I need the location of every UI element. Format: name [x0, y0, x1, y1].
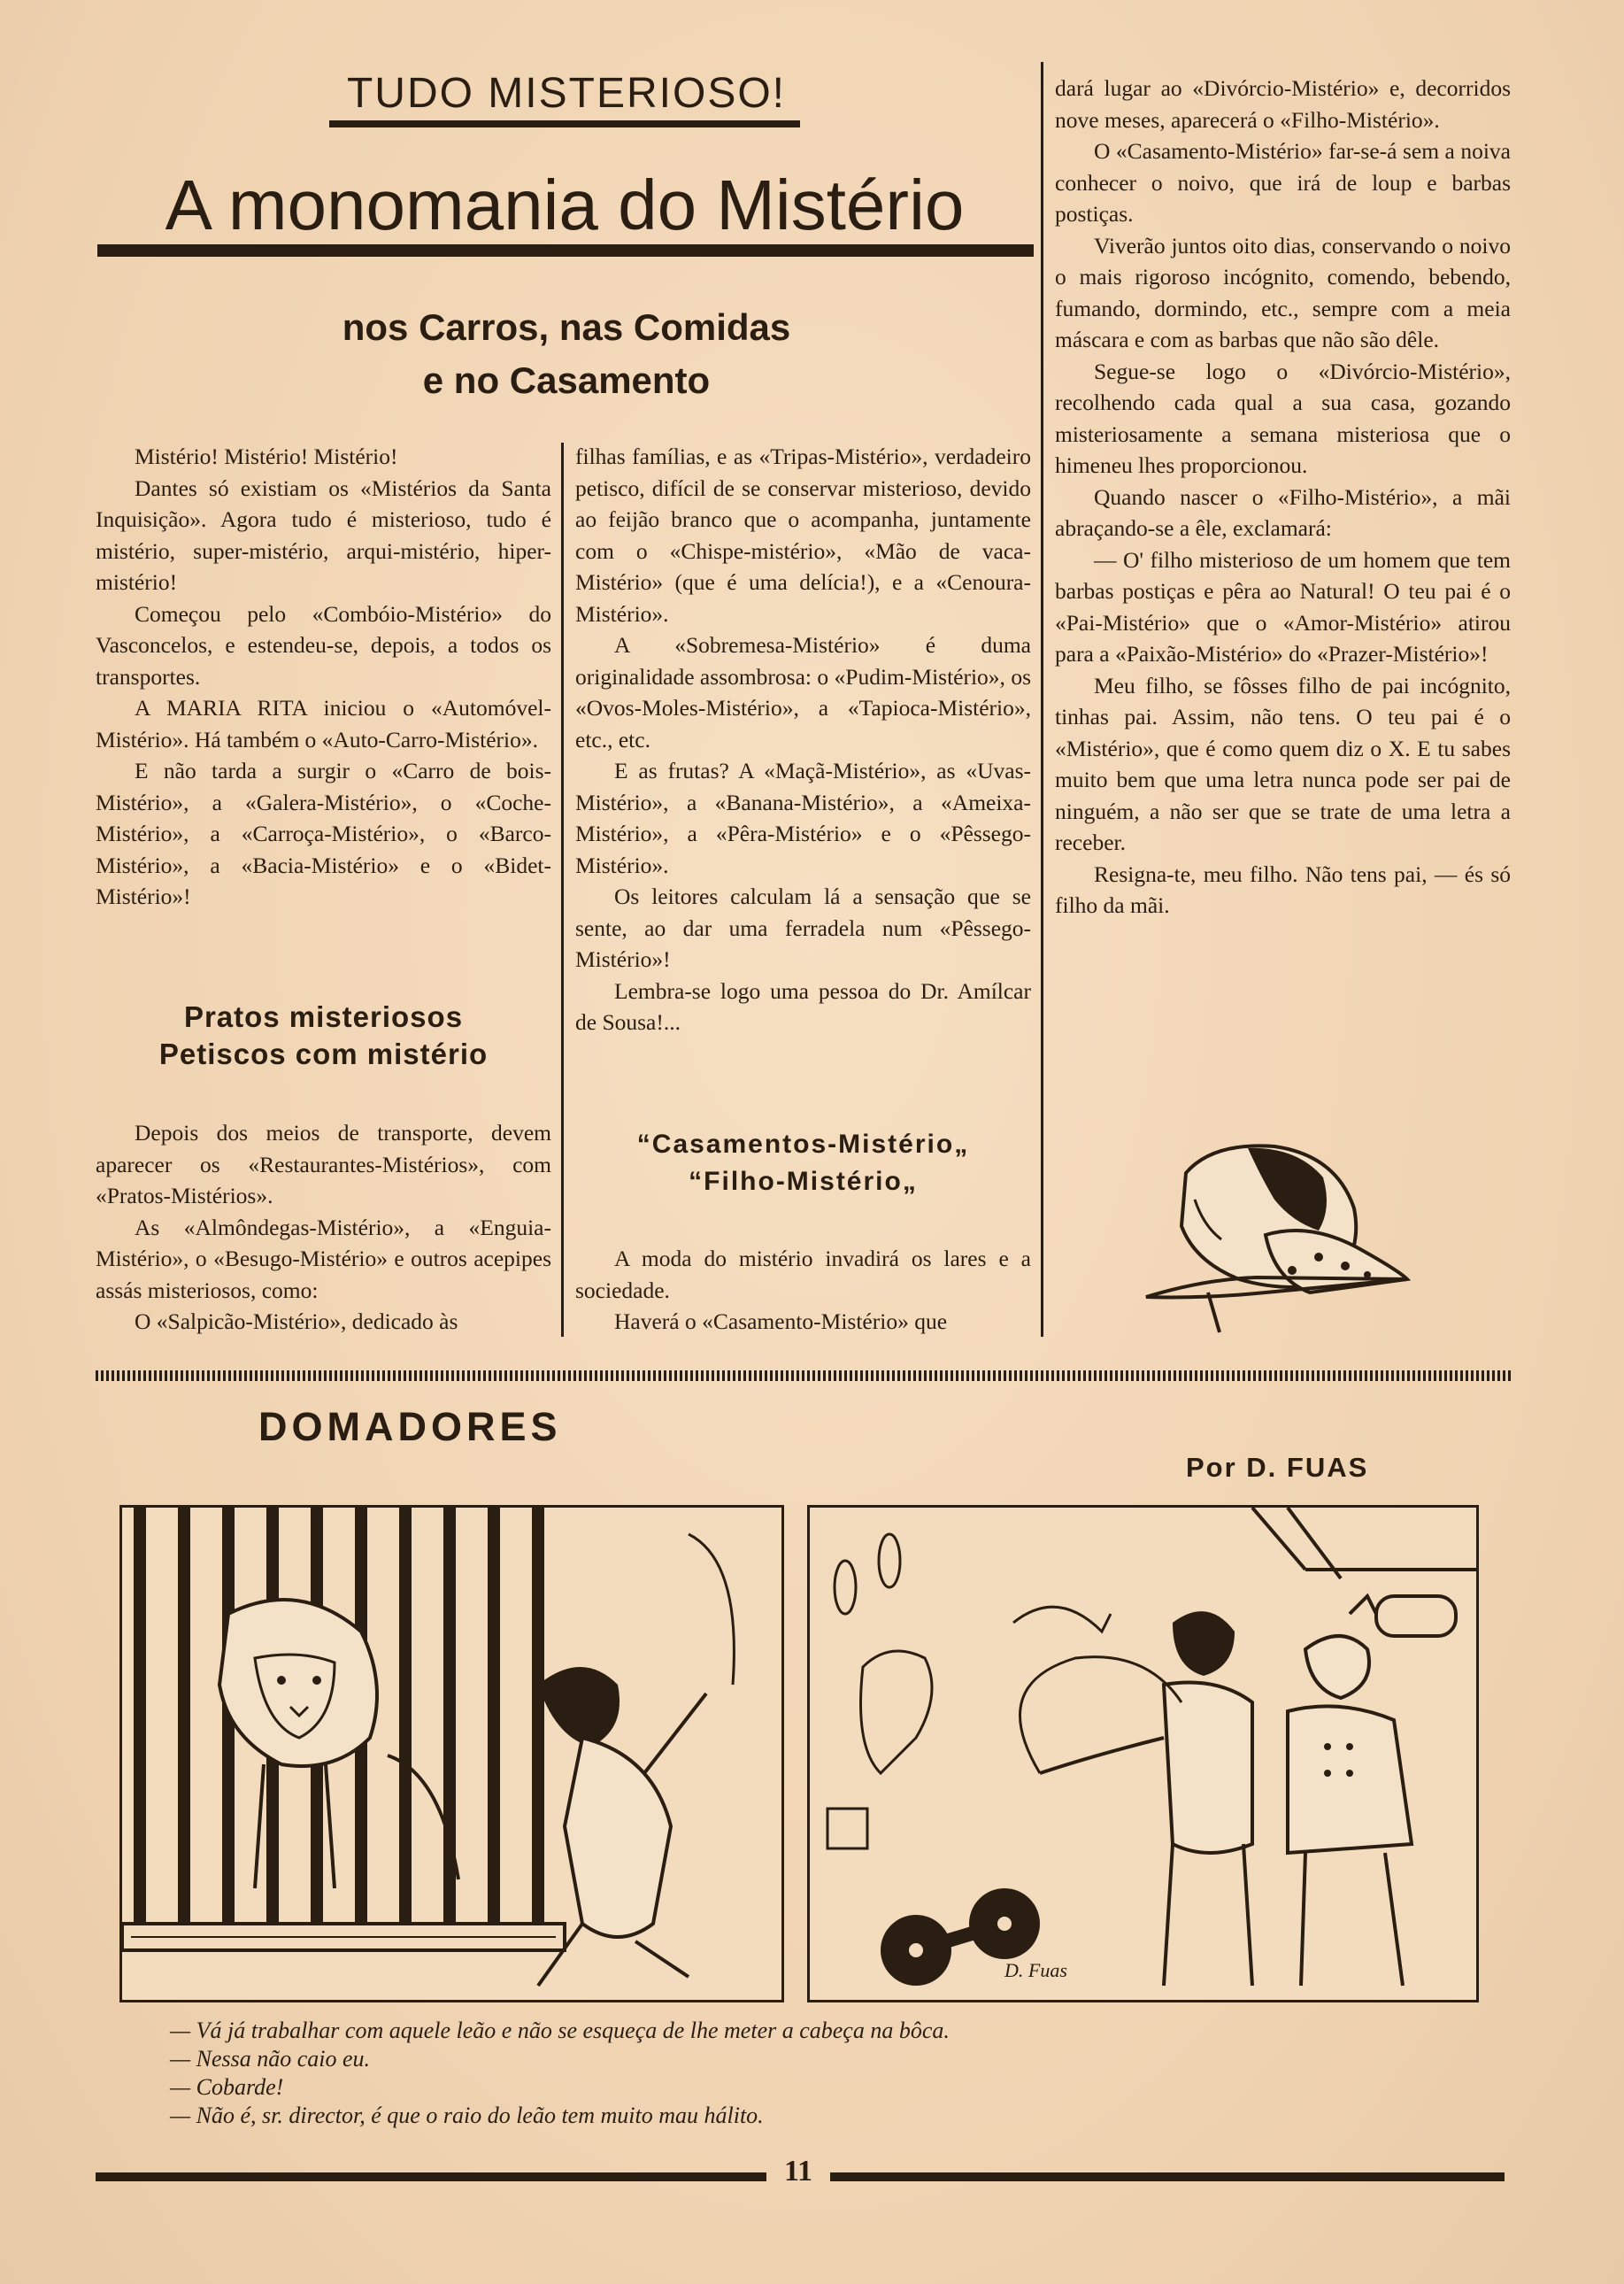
paragraph: Quando nascer o «Filho-Mistério», a mãi abraçando-se a êle, exclamará:: [1055, 483, 1511, 541]
section-heading-line: “Filho-Mistério„: [689, 1167, 918, 1196]
paragraph: O «Salpicão-Mistério», dedicado às: [135, 1308, 458, 1334]
paragraph: Depois dos meios de transporte, devem aparecer os «Restaurantes-Mistérios», com «Pratos-Mistérios».: [96, 1120, 551, 1208]
artist-signature: D. Fuas: [1004, 1959, 1067, 1981]
footer-rule-left: [96, 2172, 766, 2181]
lion-cage-drawing: [122, 1508, 781, 2000]
paragraph: Os leitores calculam lá a sensação que se sente, ao dar uma ferradela num «Pêssego-Mistério»!: [575, 884, 1031, 972]
paragraph: — O' filho misterioso de um homem que tem barbas postiças e pêra ao Natural! O teu pai é o «Pai-Mistério» que o «Amor-Mistério» atirou para a «Paixão-Mistério» do «Prazer-Mistério»!: [1055, 546, 1511, 667]
headline-underline: [97, 244, 1034, 257]
paragraph: A moda do mistério invadirá os lares e a sociedade.: [575, 1246, 1031, 1303]
paragraph: filhas famílias, e as «Tripas-Mistério», verdadeiro petisco, difícil de se conservar misterioso, devido ao feijão branco que o acompanha, juntamente com o «Chispe-mistério», «Mão de vaca-Mistério» (que é uma delícia!), e a «Cenoura-Mistério».: [575, 444, 1031, 627]
article-column-2-continued: [575, 1243, 1031, 1338]
circus-scene-drawing: [810, 1508, 1476, 2000]
section-heading-pratos: [96, 999, 551, 1073]
paragraph: O «Casamento-Mistério» far-se-á sem a noiva conhecer o noivo, que irá de loup e barbas postiças.: [1055, 138, 1511, 227]
paragraph: Começou pelo «Combóio-Mistério» do Vasconcelos, e estendeu-se, depois, a todos os transportes.: [96, 600, 551, 690]
paragraph: E as frutas? A «Maçã-Mistério», as «Uvas-Mistério», a «Banana-Mistério», a «Ameixa-Mistério», a «Pêra-Mistério» e o «Pêssego-Mistério».: [575, 758, 1031, 878]
footer-rule-right: [830, 2172, 1505, 2181]
section-separator: [96, 1370, 1512, 1381]
paragraph: Resigna-te, meu filho. Não tens pai, — és só filho da mãi.: [1055, 860, 1511, 918]
article-column-2: [575, 441, 1031, 1038]
cartoon-credit: Por D. FUAS: [1186, 1452, 1369, 1483]
cartoon-panel-1: [119, 1505, 784, 2002]
section-heading-casamentos: [575, 1126, 1031, 1200]
article-kicker: TUDO MISTERIOSO!: [346, 70, 786, 117]
paragraph: Segue-se logo o «Divórcio-Mistério», recolhendo cada qual a sua casa, gozando misteriosamente a semana misteriosa que o himeneu lhes proporcionou.: [1055, 358, 1511, 478]
paragraph: Viverão juntos oito dias, conservando o noivo o mais rigoroso incógnito, comendo, bebendo, fumando, dormindo, etc., sempre com a meia máscara e com as barbas que não são dêle.: [1055, 232, 1511, 352]
page-number: 11: [783, 2155, 813, 2188]
article-column-3: [1055, 73, 1511, 922]
article-column-1-continued: [96, 1117, 551, 1338]
paragraph: As «Almôndegas-Mistério», a «Enguia-Mistério», o «Besugo-Mistério» e outros acepipes assás misteriosos, como:: [96, 1214, 551, 1303]
paragraph: Meu filho, se fôsses filho de pai incógnito, tinhas pai. Assim, não tens. O teu pai é o «Mistério», que é como quem diz o X. E tu sabes muito bem que uma letra nunca pode ser pai de ninguém, a não ser que se trate de uma letra a receber.: [1055, 672, 1511, 855]
subhead-line-1: nos Carros, nas Comidas: [342, 306, 791, 348]
cartoon-panel-2: [807, 1505, 1479, 2002]
article-subhead: [239, 301, 894, 407]
subhead-line-2: e no Casamento: [422, 359, 711, 401]
paragraph: E não tarda a surgir o «Carro de bois-Mistério», a «Galera-Mistério», o «Coche-Mistério», a «Carroça-Mistério», o «Barco-Mistério», a «Bacia-Mistério» e o «Bidet-Mistério»!: [96, 758, 551, 909]
column-divider-2: [1041, 62, 1043, 1337]
article-headline: A monomania do Mistério: [165, 166, 965, 244]
paragraph: Haverá o «Casamento-Mistério» que: [614, 1308, 948, 1334]
column-divider-1: [561, 443, 564, 1337]
kicker-underline: [329, 120, 800, 127]
cartoon-captions: [170, 2017, 1409, 2130]
section-heading-line: Petiscos com mistério: [158, 1038, 489, 1070]
article-column-1: [96, 441, 551, 913]
paragraph: A «Sobremesa-Mistério» é duma originalidade assombrosa: o «Pudim-Mistério», os «Ovos-Moles-Mistério», a «Tapioca-Mistério», etc., etc.: [575, 632, 1031, 752]
paragraph: A MARIA RITA iniciou o «Automóvel-Mistério». Há também o «Auto-Carro-Mistério».: [96, 695, 551, 752]
cartoon-title: DOMADORES: [258, 1404, 562, 1449]
paragraph: Lembra-se logo uma pessoa do Dr. Amílcar de Sousa!...: [575, 977, 1031, 1035]
paragraph: Mistério! Mistério! Mistério!: [135, 444, 398, 469]
caption-line: — Vá já trabalhar com aquele leão e não se esqueça de lhe meter a cabeça na bôca.: [170, 2018, 950, 2043]
caption-line: — Cobarde!: [170, 2074, 284, 2100]
paragraph: dará lugar ao «Divórcio-Mistério» e, decorridos nove meses, aparecerá o «Filho-Mistério».: [1055, 75, 1511, 133]
paragraph: Dantes só existiam os «Mistérios da Santa Inquisição». Agora tudo é misterioso, tudo é mistério, super-mistério, arqui-mistério, hiper-mistério!: [96, 475, 551, 595]
caption-line: — Nessa não caio eu.: [170, 2046, 371, 2072]
section-heading-line: Pratos misteriosos: [183, 1000, 464, 1033]
caption-line: — Não é, sr. director, é que o raio do leão tem muito mau hálito.: [170, 2103, 764, 2128]
masked-figure-illustration: [1142, 1138, 1425, 1341]
section-heading-line: “Casamentos-Mistério„: [636, 1130, 970, 1159]
